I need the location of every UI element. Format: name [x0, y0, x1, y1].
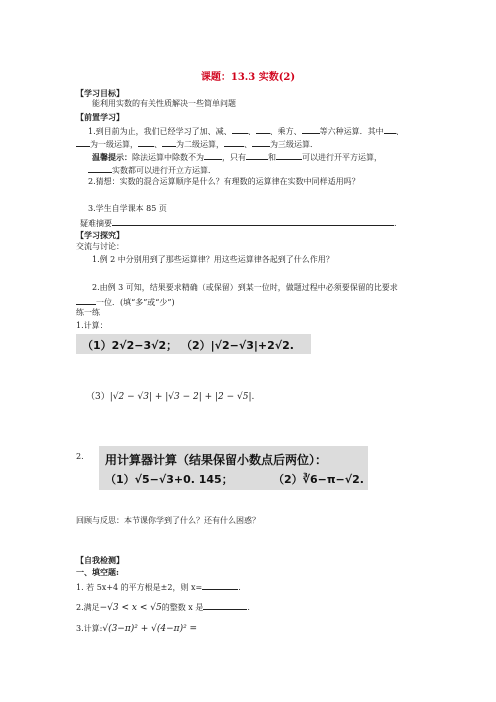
- blank[interactable]: [88, 164, 112, 173]
- calc1-label: 1.计算：: [76, 321, 108, 330]
- calc3-expression: |√2 − √3| + |√3 − 2| + |2 − √5|: [109, 392, 252, 402]
- pre-q1-line2: 为一级运算， 、 为二级运算， 、 为三级运算．: [76, 138, 318, 150]
- fill-q2: 2.满足−√3 < x < √5的整数 x 是 .: [76, 603, 250, 613]
- blank[interactable]: [246, 151, 268, 160]
- goal-header: 【学习目标】: [76, 88, 124, 98]
- blank[interactable]: [76, 296, 96, 305]
- fill-q1: 1. 若 5x+4 的平方根是±2，则 x= .: [76, 583, 241, 592]
- fill-q2-expression: −√3 < x < √5: [99, 603, 162, 613]
- blank[interactable]: [204, 151, 222, 160]
- explore-q2-line2: 一位．(填“多”或“少”): [76, 296, 175, 308]
- hint-line1: 温馨提示：除法运算中除数不为 ，只有 和 可以进行开平方运算，: [92, 152, 382, 162]
- blank[interactable]: [252, 138, 270, 147]
- blank[interactable]: [162, 138, 176, 147]
- discuss-label: 交流与讨论：: [76, 242, 124, 251]
- pre-q2: 2.猜想：实数的混合运算顺序是什么？有理数的运算律在实数中同样适用吗？: [88, 177, 360, 186]
- formula-image-1: [76, 334, 311, 354]
- blank[interactable]: [76, 138, 90, 147]
- calc3-line: （3）|√2 − √3| + |√3 − 2| + |2 − √5|.: [86, 392, 255, 402]
- blank[interactable]: [224, 138, 244, 147]
- explore-q2-line1: 2.由例 3 可知，结果要求精确（或保留）到某一位时，做题过程中必须要保留的比要求: [92, 283, 398, 292]
- hint-line2: 实数都可以进行开立方运算．: [88, 164, 216, 176]
- formula-image-1-text: （1）2√2−3√2； （2）|√2−√3|+2√2.: [82, 339, 294, 352]
- goal-text: 能利用实数的有关性质解决一些简单问题: [92, 99, 236, 108]
- blank[interactable]: [138, 138, 154, 147]
- fill-q3: 3.计算:√(3−π)² + √(4−π)² =: [76, 624, 198, 634]
- pre-q3: 3.学生自学课本 85 页: [88, 204, 167, 213]
- blank[interactable]: [384, 125, 396, 134]
- blank[interactable]: [232, 125, 248, 134]
- doubt-blank[interactable]: [112, 217, 394, 226]
- practice-label: 练一练: [76, 308, 100, 317]
- self-check-header: 【自我检测】: [76, 555, 124, 565]
- formula-image-2-line2a: （1）√5−√3+0. 145；: [105, 473, 233, 486]
- item2-number: 2.: [76, 452, 84, 461]
- reflect-text: 回顾与反思：本节课你学到了什么？还有什么困惑？: [76, 516, 260, 525]
- answer-blank[interactable]: [202, 581, 238, 590]
- blank[interactable]: [302, 125, 320, 134]
- page-title: 课题：13.3 实数(2): [200, 72, 296, 83]
- formula-image-2: [99, 446, 368, 490]
- fill-header: 一、填空题:: [76, 567, 119, 577]
- blank[interactable]: [276, 151, 302, 160]
- answer-blank[interactable]: [203, 601, 247, 610]
- formula-image-2-line1: 用计算器计算（结果保留小数点后两位）：: [105, 453, 328, 467]
- formula-image-2-line2b: （2）∛6−π−√2.: [273, 473, 364, 486]
- blank[interactable]: [256, 125, 270, 134]
- fill-q3-expression: √(3−π)² + √(4−π)² =: [102, 624, 198, 634]
- pre-q1-line1: 1.到目前为止，我们已经学习了加、减、 、 、乘方、 等六种运算．其中 、: [88, 127, 404, 136]
- explore-header: 【学习探究】: [76, 230, 124, 240]
- explore-q1: 1.例 2 中分别用到了那些运算律？用这些运算律各起到了什么作用？: [92, 255, 334, 264]
- doubt-line: 疑难摘要 .: [80, 219, 397, 228]
- pre-header: 【前置学习】: [76, 112, 124, 122]
